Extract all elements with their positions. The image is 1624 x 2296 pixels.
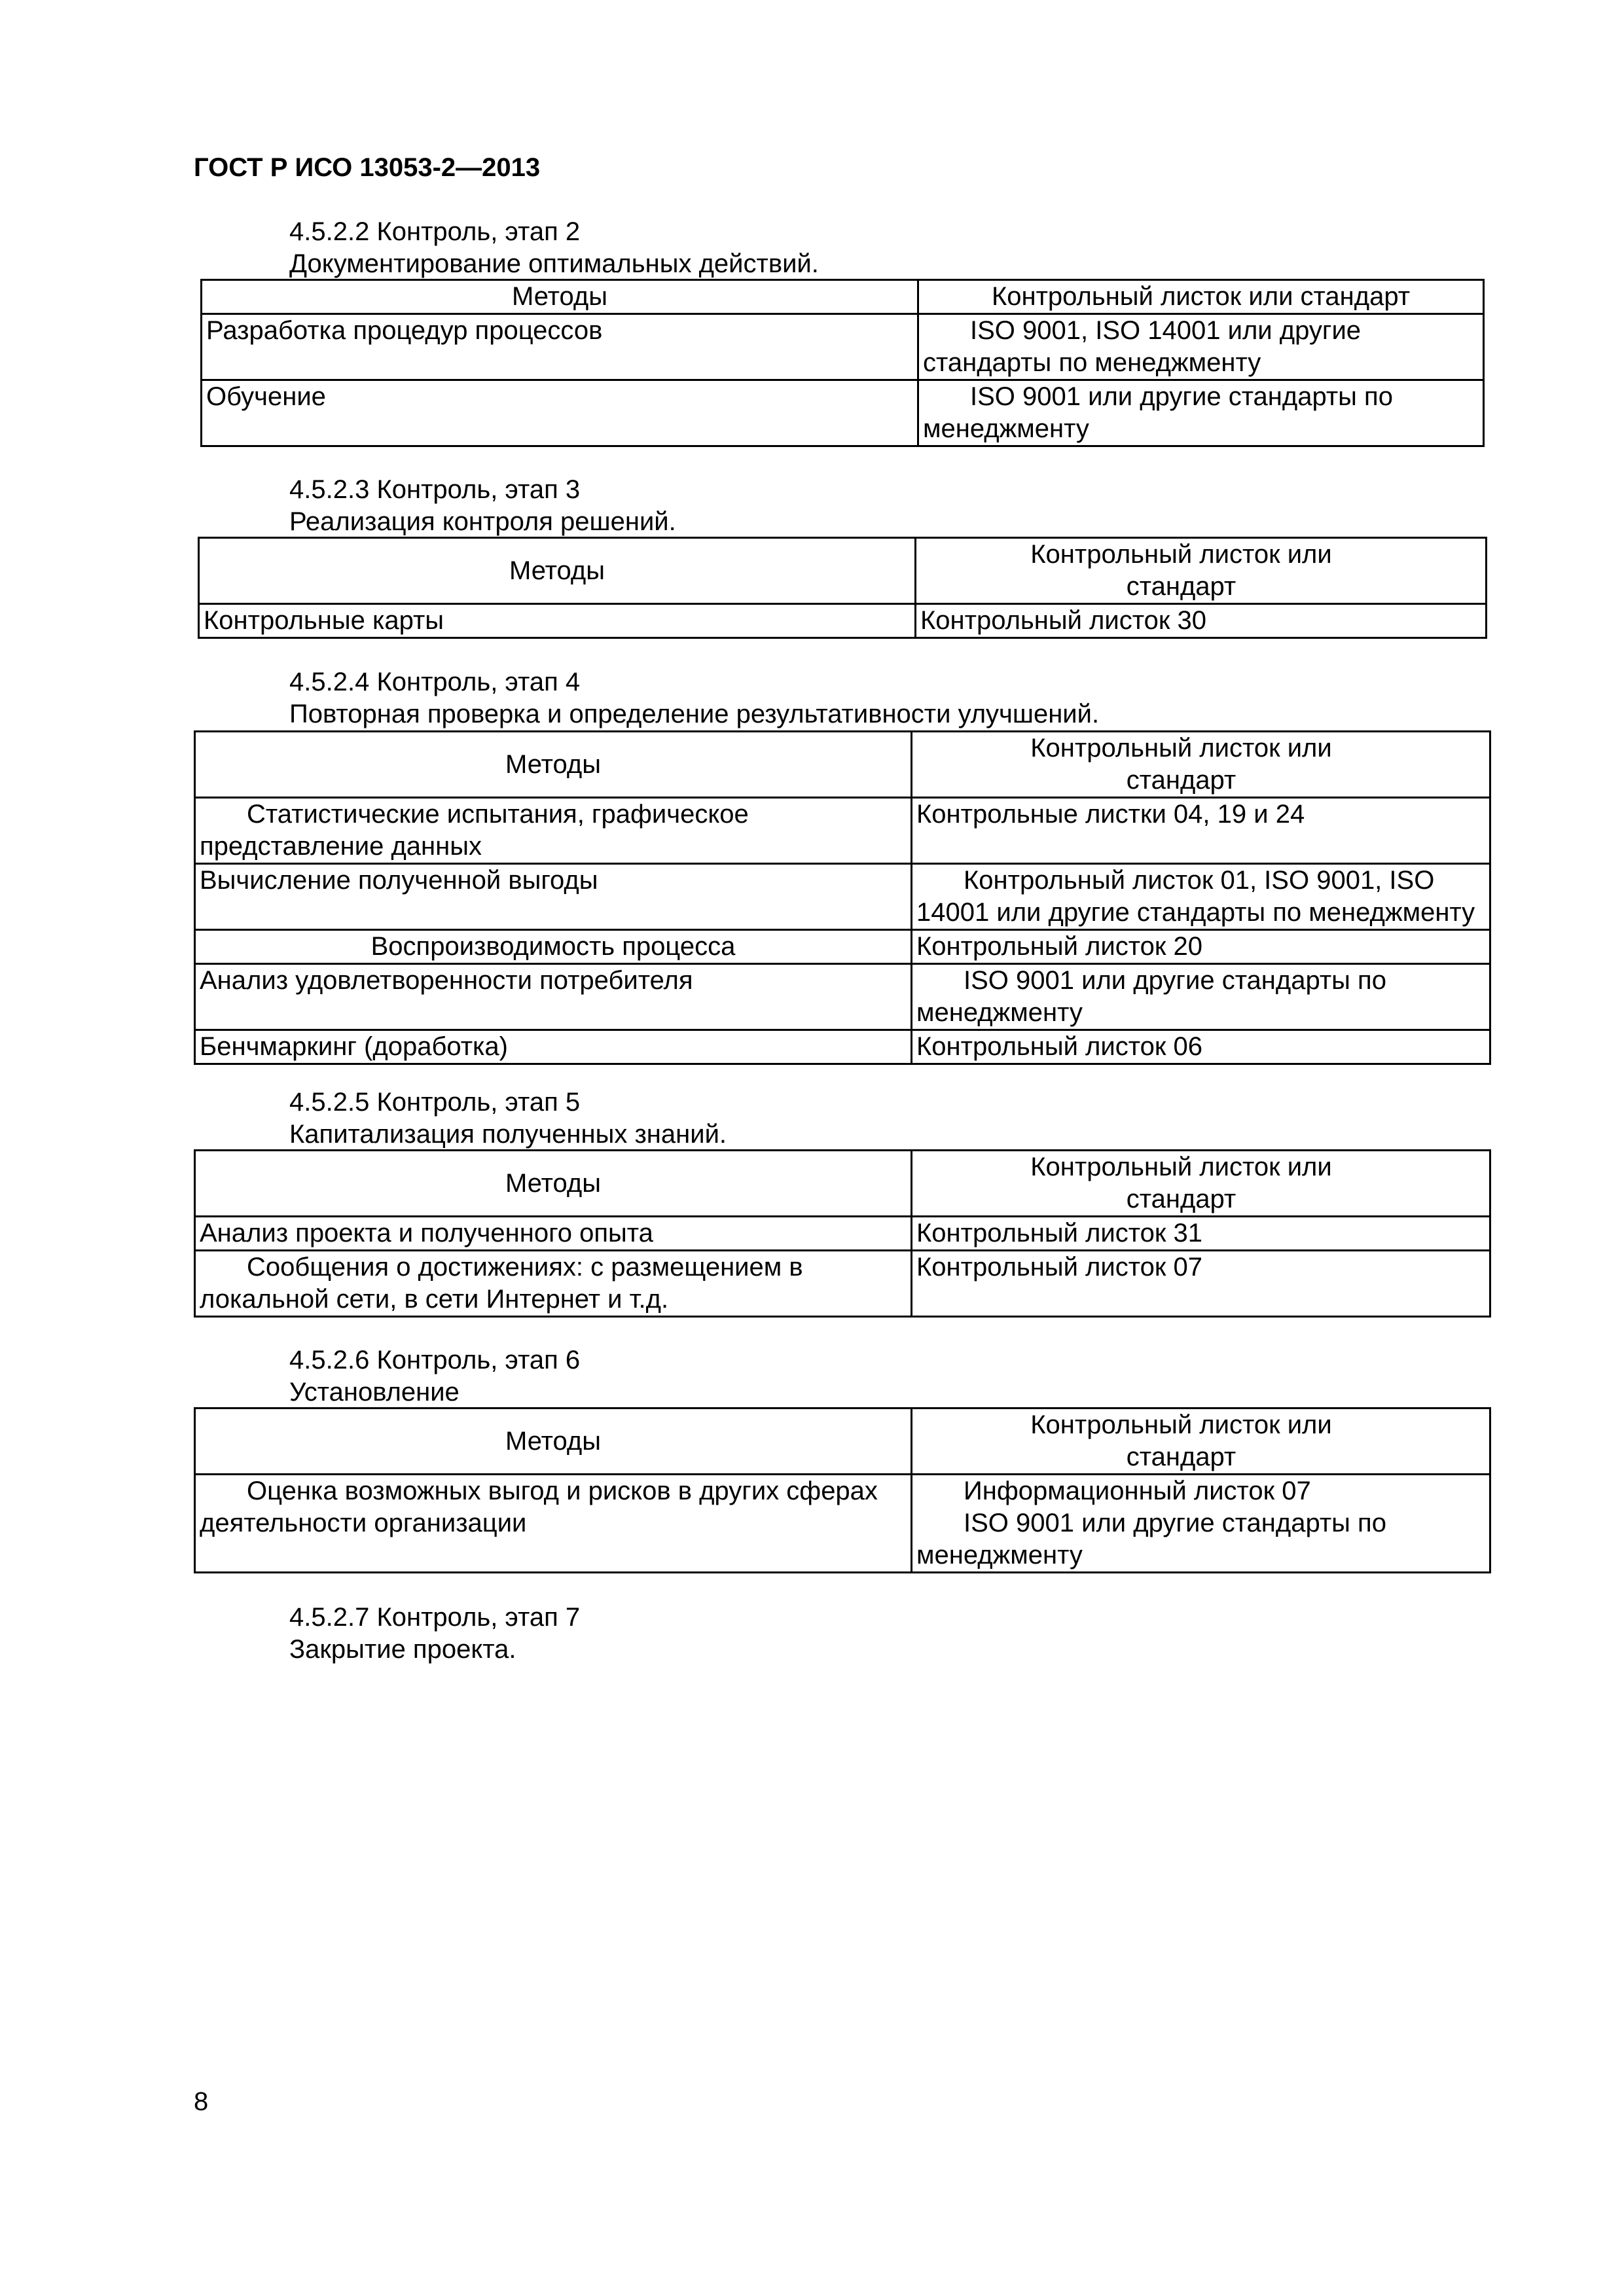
method-cell: Вычисление полученной выгоды: [195, 864, 912, 930]
section-title: Установление: [289, 1378, 460, 1407]
method-cell: Сообщения о достижениях: с размещением в локальной сети, в сети Интернет и т.д.: [195, 1251, 912, 1317]
section-title: Закрытие проекта.: [289, 1635, 516, 1664]
method-cell: Контрольные карты: [199, 604, 916, 638]
section-number: 4.5.2.3 Контроль, этап 3: [289, 475, 581, 504]
reference-line: ISO 9001 или другие стандарты по менеджменту: [916, 1509, 1386, 1570]
method-cell: Анализ удовлетворенности потребителя: [195, 964, 912, 1030]
section-heading: [289, 216, 819, 280]
methods-table: [198, 537, 1487, 639]
reference-cell: ISO 9001, ISO 14001 или другие стандарты по менеджменту: [918, 314, 1484, 380]
method-cell: Анализ проекта и полученного опыта: [195, 1217, 912, 1251]
section-number: 4.5.2.4 Контроль, этап 4: [289, 668, 581, 696]
section-number: 4.5.2.5 Контроль, этап 5: [289, 1088, 581, 1117]
methods-header: Методы: [199, 538, 916, 604]
reference-cell: Контрольный листок 06: [912, 1030, 1490, 1064]
section-title: Реализация контроля решений.: [289, 507, 676, 536]
checklist-header: Контрольный листок или стандарт: [918, 280, 1484, 314]
methods-header: Методы: [195, 732, 912, 798]
standard-title: ГОСТ Р ИСО 13053-2—2013: [194, 153, 541, 182]
method-cell: Бенчмаркинг (доработка): [195, 1030, 912, 1064]
reference-cell: ISO 9001 или другие стандарты по менеджменту: [918, 380, 1484, 446]
methods-table: [194, 1407, 1491, 1573]
method-cell: Воспроизводимость процесса: [195, 930, 912, 964]
reference-cell: Контрольный листок 01, ISO 9001, ISO 14001 или другие стандарты по менеджменту: [912, 864, 1490, 930]
section-title: Документирование оптимальных действий.: [289, 249, 819, 278]
methods-header: Методы: [202, 280, 918, 314]
methods-table: [200, 279, 1485, 447]
reference-cell: [912, 1475, 1490, 1573]
checklist-header: Контрольный листок или стандарт: [912, 732, 1490, 798]
reference-cell: ISO 9001 или другие стандарты по менеджменту: [912, 964, 1490, 1030]
reference-cell: Контрольные листки 04, 19 и 24: [912, 798, 1490, 864]
methods-header: Методы: [195, 1151, 912, 1217]
reference-cell: Контрольный листок 07: [912, 1251, 1490, 1317]
section-number: 4.5.2.2 Контроль, этап 2: [289, 217, 581, 246]
section-heading: [289, 1086, 727, 1151]
method-cell: Статистические испытания, графическое представление данных: [195, 798, 912, 864]
section-heading: [289, 1344, 580, 1408]
reference-line: Информационный листок 07: [964, 1477, 1311, 1505]
section-title: Капитализация полученных знаний.: [289, 1120, 727, 1149]
section-title: Повторная проверка и определение результативности улучшений.: [289, 700, 1100, 728]
checklist-header: Контрольный листок или стандарт: [916, 538, 1487, 604]
reference-cell: Контрольный листок 30: [916, 604, 1487, 638]
methods-header: Методы: [195, 1408, 912, 1475]
page-number: 8: [194, 2087, 209, 2116]
reference-cell: Контрольный листок 31: [912, 1217, 1490, 1251]
method-cell: Оценка возможных выгод и рисков в других сферах деятельности организации: [195, 1475, 912, 1573]
section-heading: [289, 666, 1099, 730]
method-cell: Разработка процедур процессов: [202, 314, 918, 380]
checklist-header: Контрольный листок или стандарт: [912, 1151, 1490, 1217]
reference-cell: Контрольный листок 20: [912, 930, 1490, 964]
methods-table: [194, 1149, 1491, 1318]
section-number: 4.5.2.7 Контроль, этап 7: [289, 1603, 581, 1632]
section-heading: [289, 1602, 580, 1666]
methods-table: [194, 730, 1491, 1065]
method-cell: Обучение: [202, 380, 918, 446]
section-number: 4.5.2.6 Контроль, этап 6: [289, 1346, 581, 1374]
section-heading: [289, 474, 676, 538]
checklist-header: Контрольный листок или стандарт: [912, 1408, 1490, 1475]
